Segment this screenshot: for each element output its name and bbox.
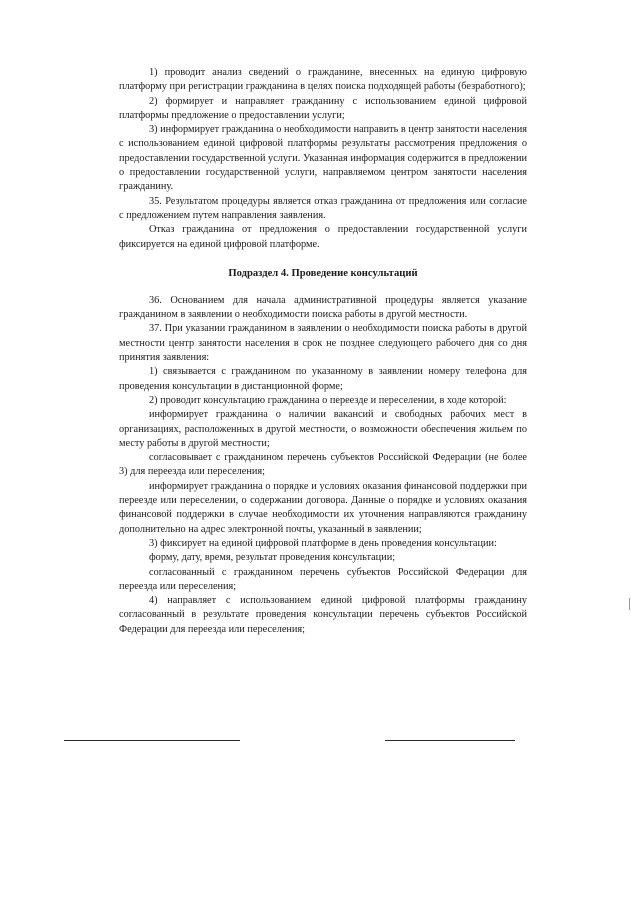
- sub-item: согласованный с гражданином перечень субъектов Российской Федерации для переезда или переселения;: [119, 566, 527, 592]
- sub-item: форму, дату, время, результат проведения консультации;: [149, 552, 396, 564]
- signature-line-right: [385, 740, 515, 741]
- list-item: 3) фиксирует на единой цифровой платформе в день проведения консультации:: [149, 537, 497, 549]
- paragraph: 1) проводит анализ сведений о гражданине, внесенных на единую цифровую платформу при регистрации гражданина в целях поиска подходящей работы (безработного);: [119, 67, 527, 93]
- paragraph: 3) информирует гражданина о необходимости направить в центр занятости населения с использованием единой цифровой платформы результаты рассмотрения предложения о предоставлении государственной услуги. Указанная информация содержится в предложении о предоставлении государственной услуги, направляемом центром занятости населения гражданину.: [119, 124, 527, 193]
- list-item: 4) направляет с использованием единой цифровой платформы гражданину согласованный в результате проведения консультации перечень субъектов Российской Федерации для переезда или переселения;: [119, 595, 527, 635]
- paragraph: 37. При указании гражданином в заявлении о необходимости поиска работы в другой местности центр занятости населения в срок не позднее следующего рабочего дня со дня принятия заявления:: [119, 323, 527, 364]
- sub-item: информирует гражданина о порядке и условиях оказания финансовой поддержки при переезде или переселении, о содержании договора. Данные о порядке и условиях оказания финансовой поддержки в случае необходимости их уточнения направляются гражданину дополнительно на адрес электронной почты, указанный в заявлении;: [119, 480, 527, 535]
- paragraph: 2) формирует и направляет гражданину с использованием единой цифровой платформы предложение о предоставлении услуги;: [119, 95, 527, 121]
- list-item: 2) проводит консультацию гражданина о переезде и переселении, в ходе которой:: [149, 394, 507, 406]
- section-title: Подраздел 4. Проведение консультаций: [228, 267, 418, 279]
- list-item: 1) связывается с гражданином по указанному в заявлении номеру телефона для проведения консультации в дистанционной форме;: [119, 366, 527, 392]
- paragraph: Отказ гражданина от предложения о предоставлении государственной услуги фиксируется на единой цифровой платформе.: [119, 224, 527, 250]
- sub-item: согласовывает с гражданином перечень субъектов Российской Федерации (не более 3) для переезда или переселения;: [119, 452, 527, 478]
- document-body: [119, 66, 527, 637]
- paragraph: 35. Результатом процедуры является отказ гражданина от предложения или согласие с предложением путем направления заявления.: [119, 195, 527, 221]
- paragraph: 36. Основанием для начала административной процедуры является указание гражданином в заявлении о необходимости поиска работы в другой местности.: [119, 294, 527, 321]
- margin-mark: [629, 598, 630, 610]
- sub-item: информирует гражданина о наличии вакансий и свободных рабочих мест в организациях, расположенных в другой местности, о возможности обеспечения жильем по месту работы в другой местности;: [119, 409, 527, 449]
- signature-line-left: [64, 740, 240, 741]
